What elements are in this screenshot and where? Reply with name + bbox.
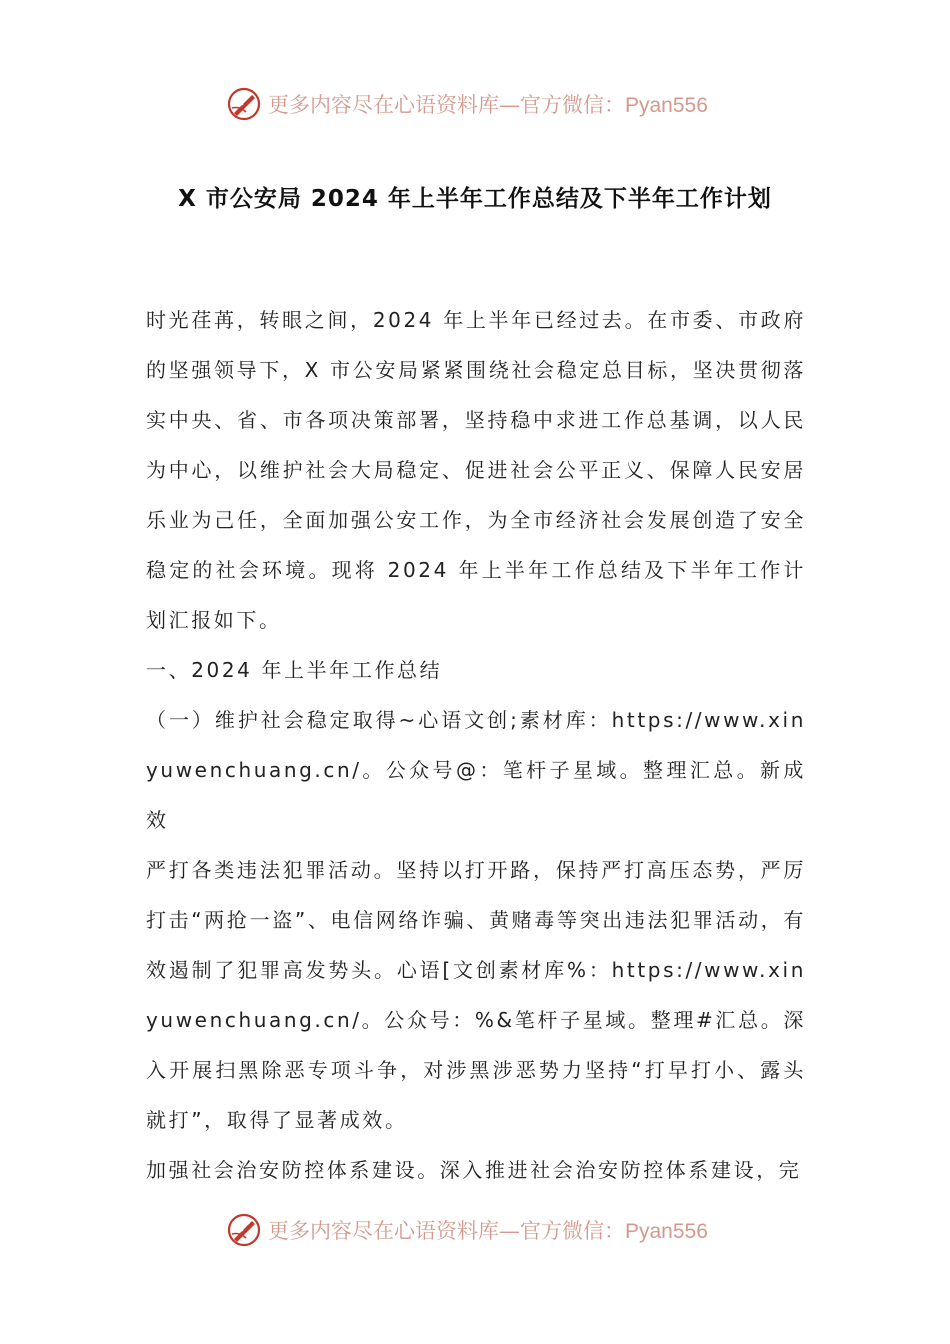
quill-logo-icon — [226, 86, 262, 122]
banner-wechat-id: Pyan556 — [625, 1220, 708, 1243]
banner-text: 更多内容尽在心语资料库—官方微信：Pyan556 — [268, 93, 708, 117]
subsection-heading: （一）维护社会稳定取得~心语文创;素材库：https://www.xinyuwenchuang.cn/。公众号@：笔杆子星域。整理汇总。新成效 — [146, 708, 806, 832]
body-paragraph: 严打各类违法犯罪活动。坚持以打开路，保持严打高压态势，严厉打击“两抢一盗”、电信网络诈骗、黄赌毒等突出违法犯罪活动，有效遏制了犯罪高发势头。心语[文创素材库%：https://www.xinyuwenchuang.cn/。公众号：%&笔杆子星域。整理#汇总。深入开展扫黑除恶专项斗争，对涉黑涉恶势力坚持“打早打小、露头就打”，取得了显著成效。 — [146, 858, 806, 1132]
document-body — [146, 295, 806, 1195]
banner-text: 更多内容尽在心语资料库—官方微信：Pyan556 — [268, 1219, 708, 1243]
banner-wechat-id: Pyan556 — [625, 94, 708, 117]
document-title: X 市公安局 2024 年上半年工作总结及下半年工作计划 — [178, 186, 772, 212]
intro-paragraph: 时光荏苒，转眼之间，2024 年上半年已经过去。在市委、市政府的坚强领导下，X 市公安局紧紧围绕社会稳定总目标，坚决贯彻落实中央、省、市各项决策部署，坚持稳中求进工作总基调，以人民为中心，以维护社会大局稳定、促进社会公平正义、保障人民安居乐业为己任，全面加强公安工作，为全市经济社会发展创造了安全稳定的社会环境。现将 2024 年上半年工作总结及下半年工作计划汇报如下。 — [146, 308, 806, 632]
body-paragraph: 加强社会治安防控体系建设。深入推进社会治安防控体系建设，完 — [146, 1158, 802, 1182]
header-watermark-banner — [226, 84, 726, 124]
footer-watermark-banner — [226, 1210, 726, 1250]
quill-logo-icon — [226, 1212, 262, 1248]
section-heading: 一、2024 年上半年工作总结 — [146, 658, 443, 682]
